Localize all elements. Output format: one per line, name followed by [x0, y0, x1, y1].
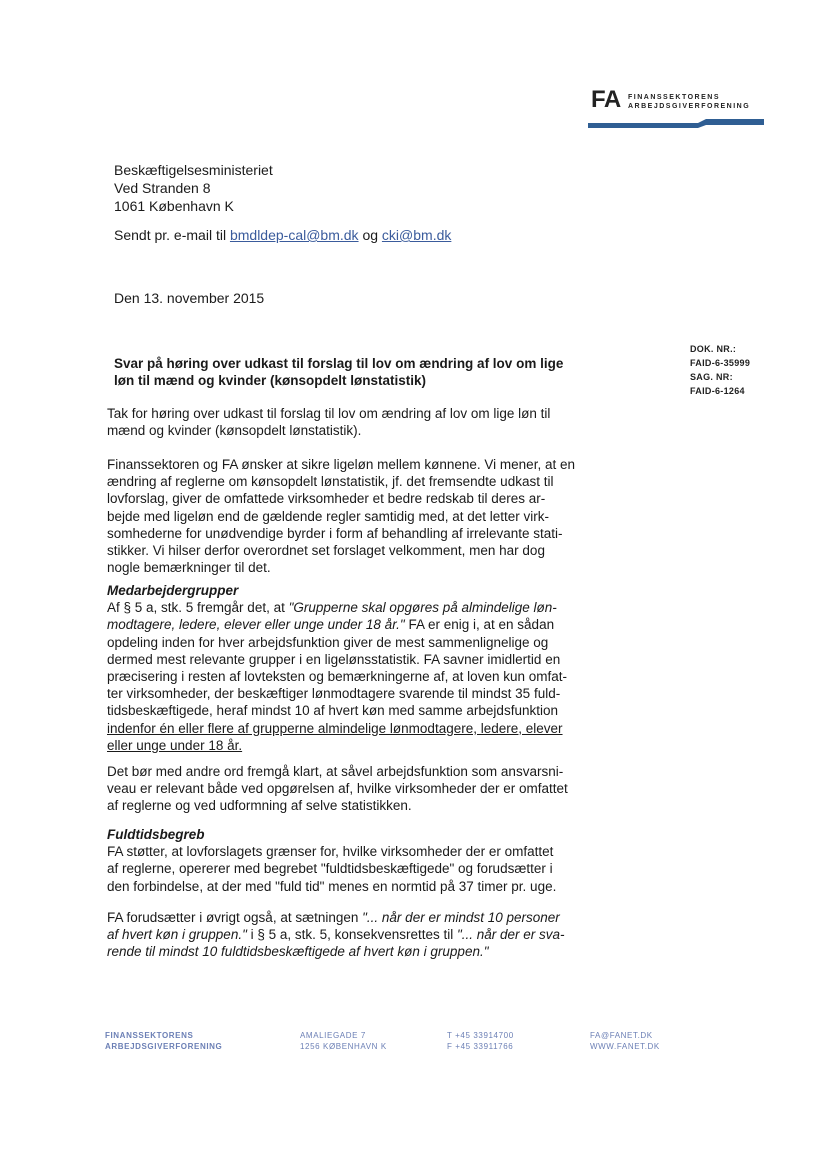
paragraph-line: Af § 5 a, stk. 5 fremgår det, at "Grupperne skal opgøres på almindelige løn- — [107, 600, 557, 616]
paragraph-line: FA forudsætter i øvrigt også, at sætningen "... når der er mindst 10 personer — [107, 910, 560, 925]
section-title: Fuldtidsbegreb — [107, 827, 205, 842]
logo-line-1: FINANSSEKTORENS — [628, 94, 720, 101]
paragraph-line: rende til mindst 10 fuldtidsbeskæftigede af hvert køn i gruppen." — [107, 944, 489, 960]
recipient-city: 1061 København K — [114, 198, 234, 214]
paragraph-line: nogle bemærkninger til det. — [107, 560, 271, 576]
footer-org-line: FINANSSEKTORENS — [105, 1031, 194, 1040]
paragraph-clarification — [107, 763, 647, 815]
paragraph-line: præcisering i resten af lovteksten og bemærkningerne af, at loven kun omfat- — [107, 669, 567, 685]
logo-text — [628, 93, 750, 111]
paragraph-line: ændring af reglerne om kønsopdelt lønstatistik, jf. det fremsendte udkast til — [107, 474, 554, 490]
footer-org — [105, 1030, 222, 1052]
sent-by-connector: og — [362, 227, 379, 243]
paragraph-line: stikker. Vi hilser derfor overordnet set forslaget velkomment, men har dog — [107, 543, 545, 559]
logo-bar-icon — [588, 116, 766, 130]
logo-line-2: ARBEJDSGIVERFORENING — [628, 103, 751, 110]
footer-phone — [447, 1030, 514, 1052]
paragraph-line: bejde med ligeløn end de gældende regler samtidig med, at det letter virk- — [107, 508, 549, 524]
logo-mark: FA — [591, 86, 621, 113]
paragraph-line: tidsbeskæftigede, heraf mindst 10 af hvert køn med samme arbejdsfunktion — [107, 703, 558, 719]
recipient-name: Beskæftigelsesministeriet — [114, 162, 273, 178]
sent-by-line — [114, 227, 451, 243]
reference-block — [690, 342, 750, 398]
section-medarbejdergrupper — [107, 582, 647, 754]
paragraph-line: Det bør med andre ord fremgå klart, at såvel arbejdsfunktion som ansvarsni- — [107, 764, 564, 779]
paragraph-line: af hvert køn i gruppen." i § 5 a, stk. 5, konsekvensrettes til "... når der er sva- — [107, 927, 565, 943]
footer-email[interactable]: FA@FANET.DK — [590, 1031, 653, 1040]
subject-heading — [114, 355, 644, 389]
recipient-street: Ved Stranden 8 — [114, 180, 211, 196]
letter-date: Den 13. november 2015 — [114, 290, 265, 306]
dok-label: DOK. NR.: — [690, 344, 737, 354]
footer-address — [300, 1030, 387, 1052]
paragraph-line: modtagere, ledere, elever eller unge under 18 år." FA er enig i, at en sådan — [107, 617, 555, 633]
paragraph-line: opdeling inden for hver arbejdsfunktion giver de mest sammenlignelige og — [107, 634, 549, 650]
paragraph-line: den forbindelse, at der med "fuld tid" menes en normtid på 37 timer pr. uge. — [107, 878, 557, 894]
section-title: Medarbejdergrupper — [107, 583, 239, 598]
paragraph-line: af reglerne, opererer med begrebet "fuldtidsbeskæftigede" og forudsætter i — [107, 861, 553, 877]
footer-address-line: AMALIEGADE 7 — [300, 1031, 366, 1040]
paragraph-line: ter virksomheder, der beskæftiger lønmodtagere svarende til mindst 35 fuld- — [107, 686, 561, 702]
footer-fax-line: F +45 33911766 — [447, 1042, 514, 1051]
footer-phone-line: T +45 33914700 — [447, 1031, 514, 1040]
paragraph-line: lovforslag, giver de omfattede virksomheder et bedre redskab til deres ar- — [107, 491, 546, 507]
sag-label: SAG. NR: — [690, 372, 733, 382]
email-link-1[interactable]: bmdldep-cal@bm.dk — [229, 227, 359, 243]
footer-address-line: 1256 KØBENHAVN K — [300, 1042, 387, 1051]
paragraph-line: mænd og kvinder (kønsopdelt lønstatistik). — [107, 423, 362, 439]
paragraph-line: Tak for høring over udkast til forslag til lov om ændring af lov om lige løn til — [107, 406, 551, 421]
sag-value: FAID-6-1264 — [690, 386, 745, 396]
paragraph-line: af reglerne og ved udformning af selve statistikken. — [107, 798, 412, 814]
paragraph-line: veau er relevant både ved opgørelsen af, hvilke virksomheder der er omfattet — [107, 781, 568, 797]
paragraph-line: FA støtter, at lovforslagets grænser for, hvilke virksomheder der er omfattet — [107, 844, 554, 860]
footer-org-line: ARBEJDSGIVERFORENING — [105, 1042, 223, 1051]
paragraph-position — [107, 456, 647, 576]
email-link-2[interactable]: cki@bm.dk — [381, 227, 452, 243]
paragraph-line: somhederne for unødvendige byrder i form af behandling af irrelevante stati- — [107, 525, 563, 541]
sent-by-prefix: Sendt pr. e-mail til — [114, 227, 227, 243]
underlined-line: eller unge under 18 år. — [107, 737, 243, 753]
paragraph-line: dermed mest relevante grupper i en ligelønsstatistik. FA savner imidlertid en — [107, 651, 561, 667]
recipient-address — [114, 161, 273, 215]
underlined-line: indenfor én eller flere af grupperne almindelige lønmodtagere, ledere, elever — [107, 720, 563, 736]
paragraph-line: Finanssektoren og FA ønsker at sikre ligeløn mellem kønnene. Vi mener, at en — [107, 457, 575, 472]
dok-value: FAID-6-35999 — [690, 358, 751, 368]
footer-web[interactable]: WWW.FANET.DK — [590, 1042, 660, 1051]
paragraph-assumption — [107, 909, 647, 961]
footer-contact — [590, 1030, 660, 1052]
section-fuldtidsbegreb — [107, 826, 647, 895]
paragraph-intro — [107, 405, 647, 439]
subject-line-1: Svar på høring over udkast til forslag til lov om ændring af lov om lige — [114, 356, 564, 371]
subject-line-2: løn til mænd og kvinder (kønsopdelt lønstatistik) — [114, 373, 427, 388]
